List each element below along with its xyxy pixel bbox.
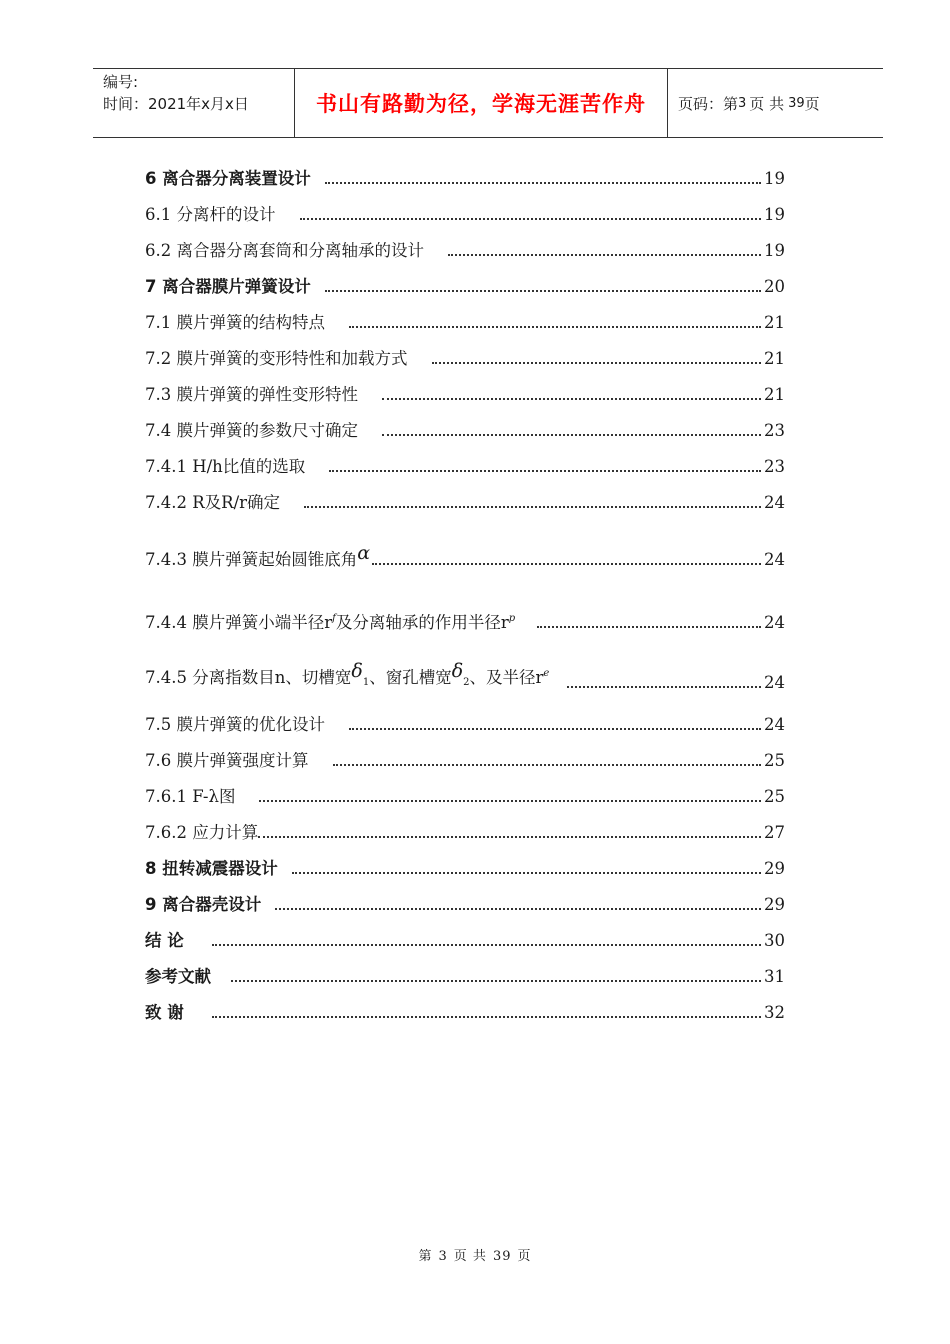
toc-entry[interactable] bbox=[145, 515, 785, 578]
dot-leader bbox=[304, 506, 761, 508]
toc-entry-page: 23 bbox=[764, 457, 785, 476]
alpha-symbol: α bbox=[357, 542, 371, 564]
toc-entry-page: 21 bbox=[764, 385, 785, 404]
table-of-contents bbox=[145, 155, 785, 1025]
toc-entry-page: 23 bbox=[764, 421, 785, 440]
toc-entry-title: 7.1 膜片弹簧的结构特点 bbox=[145, 313, 325, 332]
toc-entry-text: 7.4.5 分离指数目n、切槽宽 bbox=[145, 668, 352, 687]
toc-entry-title: 7.5 膜片弹簧的优化设计 bbox=[145, 715, 325, 734]
dot-leader bbox=[212, 944, 761, 946]
page-footer bbox=[0, 1245, 950, 1264]
toc-entry[interactable] bbox=[145, 578, 785, 641]
toc-entry[interactable] bbox=[145, 845, 785, 881]
toc-entry-title: 参考文献 bbox=[145, 967, 211, 986]
toc-entry-page: 29 bbox=[764, 859, 785, 878]
toc-entry-page: 24 bbox=[764, 493, 785, 512]
toc-entry[interactable] bbox=[145, 407, 785, 443]
dot-leader bbox=[349, 326, 761, 328]
toc-entry-text: 7.4.4 膜片弹簧小端半径r bbox=[145, 613, 333, 632]
toc-entry-title: 6.2 离合器分离套筒和分离轴承的设计 bbox=[145, 241, 424, 260]
toc-entry-page: 24 bbox=[764, 613, 785, 632]
subscript-p: p bbox=[508, 613, 516, 624]
dot-leader bbox=[231, 980, 761, 982]
page-current: 3 bbox=[738, 95, 747, 111]
toc-entry[interactable] bbox=[145, 443, 785, 479]
toc-entry-page: 24 bbox=[764, 715, 785, 734]
document-code-label: 编号: bbox=[103, 73, 139, 91]
toc-entry-text: 7.4.3 膜片弹簧起始圆锥底角 bbox=[145, 550, 358, 569]
toc-entry-page: 24 bbox=[764, 550, 785, 569]
dot-leader bbox=[333, 764, 762, 766]
toc-entry-page: 32 bbox=[764, 1003, 785, 1022]
toc-entry-title: 9 离合器壳设计 bbox=[145, 895, 262, 914]
toc-entry-page: 30 bbox=[764, 931, 785, 950]
footer-current: 3 bbox=[438, 1249, 448, 1264]
toc-entry-page: 19 bbox=[764, 169, 785, 188]
toc-entry-title: 6.1 分离杆的设计 bbox=[145, 205, 276, 224]
dot-leader bbox=[292, 872, 761, 874]
toc-entry[interactable] bbox=[145, 989, 785, 1025]
toc-entry-title: 7.6.2 应力计算 bbox=[145, 823, 259, 842]
toc-entry[interactable] bbox=[145, 227, 785, 263]
dot-leader bbox=[258, 836, 761, 838]
subscript-2: 2 bbox=[463, 677, 470, 688]
toc-entry[interactable] bbox=[145, 371, 785, 407]
page-header bbox=[93, 68, 883, 138]
header-motto: 书山有路勤为径，学海无涯苦作舟 bbox=[316, 92, 646, 116]
toc-entry[interactable] bbox=[145, 701, 785, 737]
document-time: 时间：2021年x月x日 bbox=[103, 95, 249, 113]
toc-entry-page: 19 bbox=[764, 241, 785, 260]
toc-entry[interactable] bbox=[145, 881, 785, 917]
footer-mid: 页 共 bbox=[453, 1249, 487, 1264]
page-prefix: 页码：第 bbox=[678, 94, 739, 113]
header-page-number bbox=[678, 69, 820, 137]
toc-entry-title: 7.4.1 H/h比值的选取 bbox=[145, 457, 306, 476]
dot-leader bbox=[432, 362, 762, 364]
toc-entry[interactable] bbox=[145, 155, 785, 191]
toc-entry[interactable] bbox=[145, 917, 785, 953]
page-total: 39 bbox=[788, 95, 805, 111]
dot-leader bbox=[537, 626, 761, 628]
toc-entry-title: 7.4 膜片弹簧的参数尺寸确定 bbox=[145, 421, 358, 440]
toc-entry-page: 19 bbox=[764, 205, 785, 224]
toc-entry-title: 7.6.1 F-λ图 bbox=[145, 787, 236, 806]
toc-entry[interactable] bbox=[145, 737, 785, 773]
toc-entry-page: 21 bbox=[764, 349, 785, 368]
toc-entry-page: 20 bbox=[764, 277, 785, 296]
page-suffix: 页 bbox=[804, 94, 820, 113]
delta-symbol: δ bbox=[451, 660, 464, 682]
toc-entry[interactable] bbox=[145, 953, 785, 989]
delta-symbol: δ bbox=[351, 660, 363, 682]
dot-leader bbox=[259, 800, 761, 802]
toc-entry-title: 6 离合器分离装置设计 bbox=[145, 169, 311, 188]
footer-prefix: 第 bbox=[418, 1249, 433, 1264]
toc-entry[interactable] bbox=[145, 263, 785, 299]
dot-leader bbox=[212, 1016, 761, 1018]
dot-leader bbox=[349, 728, 761, 730]
toc-entry-title: 7 离合器膜片弹簧设计 bbox=[145, 277, 311, 296]
toc-entry-title bbox=[145, 607, 537, 635]
subscript-f: f bbox=[332, 613, 336, 624]
dot-leader bbox=[325, 182, 761, 184]
toc-entry-title: 7.4.2 R及R/r确定 bbox=[145, 493, 281, 512]
toc-entry-title bbox=[145, 541, 372, 572]
toc-entry-text: 及分离轴承的作用半径r bbox=[335, 613, 509, 632]
dot-leader bbox=[382, 398, 761, 400]
document-meta bbox=[103, 71, 293, 133]
toc-entry[interactable] bbox=[145, 299, 785, 335]
subscript-1: 1 bbox=[362, 677, 370, 688]
toc-entry-text: 、窗孔槽宽 bbox=[369, 668, 452, 687]
toc-entry-title: 7.6 膜片弹簧强度计算 bbox=[145, 751, 309, 770]
toc-entry[interactable] bbox=[145, 641, 785, 701]
toc-entry[interactable] bbox=[145, 479, 785, 515]
toc-entry-title: 结 论 bbox=[145, 931, 184, 950]
header-divider bbox=[667, 69, 668, 137]
dot-leader bbox=[300, 218, 762, 220]
subscript-e: e bbox=[543, 668, 550, 679]
toc-entry[interactable] bbox=[145, 809, 785, 845]
toc-entry-page: 31 bbox=[764, 967, 785, 986]
toc-entry[interactable] bbox=[145, 335, 785, 371]
dot-leader bbox=[372, 563, 761, 565]
dot-leader bbox=[275, 908, 761, 910]
toc-entry-page: 25 bbox=[764, 787, 785, 806]
dot-leader bbox=[325, 290, 761, 292]
toc-entry-page: 29 bbox=[764, 895, 785, 914]
dot-leader bbox=[329, 470, 761, 472]
toc-entry[interactable] bbox=[145, 773, 785, 809]
toc-entry-title: 致 谢 bbox=[145, 1003, 184, 1022]
footer-suffix: 页 bbox=[517, 1249, 532, 1264]
footer-total: 39 bbox=[492, 1249, 512, 1264]
toc-entry-title: 8 扭转减震器设计 bbox=[145, 859, 278, 878]
dot-leader bbox=[567, 686, 761, 688]
toc-entry-title: 7.3 膜片弹簧的弹性变形特性 bbox=[145, 385, 358, 404]
dot-leader bbox=[382, 434, 761, 436]
dot-leader bbox=[448, 254, 761, 256]
toc-entry-page: 27 bbox=[764, 823, 785, 842]
toc-entry-title bbox=[145, 659, 567, 695]
page-mid: 页 共 bbox=[749, 94, 785, 113]
toc-entry[interactable] bbox=[145, 191, 785, 227]
toc-entry-page: 21 bbox=[764, 313, 785, 332]
toc-entry-title: 7.2 膜片弹簧的变形特性和加载方式 bbox=[145, 349, 408, 368]
toc-entry-text: 、及半径r bbox=[469, 668, 544, 687]
toc-entry-page: 25 bbox=[764, 751, 785, 770]
toc-entry-page: 24 bbox=[764, 673, 785, 692]
